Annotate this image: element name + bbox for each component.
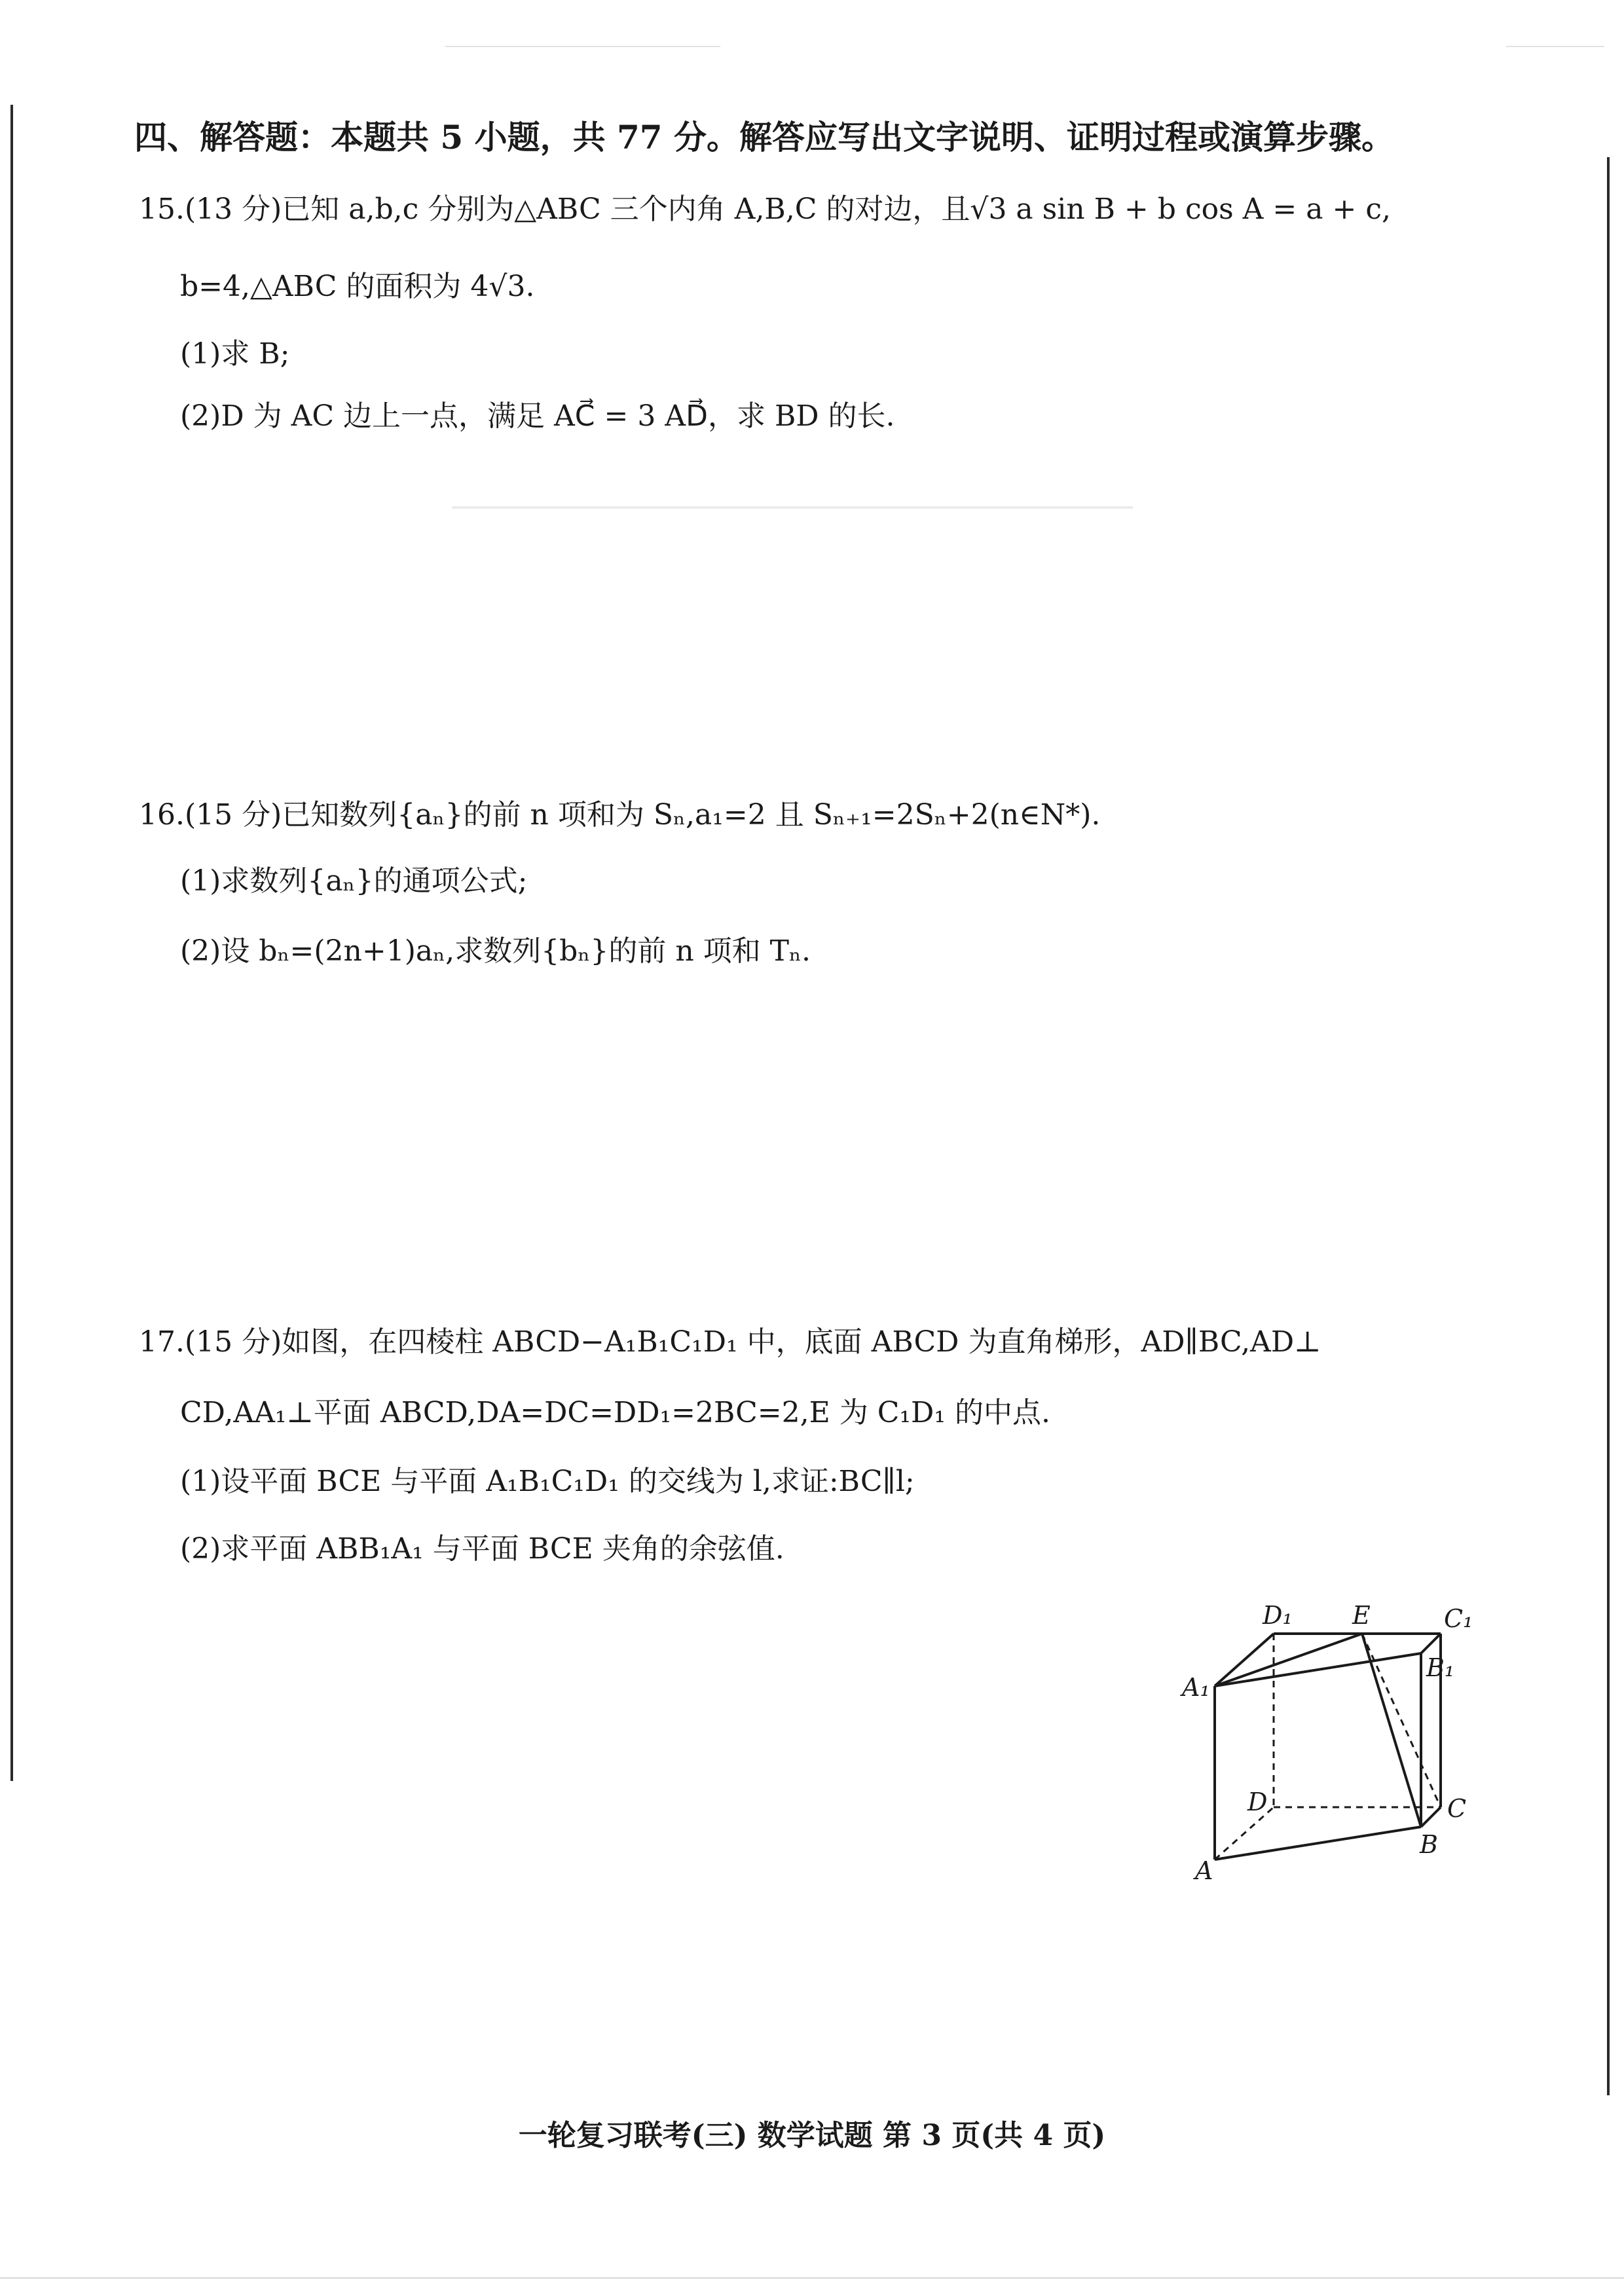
bottom-rule: [0, 2277, 1624, 2279]
label-E: E: [1352, 1601, 1371, 1630]
edge-A1-E: [1215, 1634, 1362, 1686]
q15-part2: (2)D 为 AC 边上一点，满足 AC⃗ = 3 AD⃗，求 BD 的长.: [180, 399, 895, 433]
q16-part1: (1)求数列{aₙ}的通项公式;: [180, 864, 528, 898]
page-footer: 一轮复习联考(三) 数学试题 第 3 页(共 4 页): [518, 2119, 1106, 2152]
label-D: D: [1247, 1788, 1268, 1816]
q17-part2: (2)求平面 ABB₁A₁ 与平面 BCE 夹角的余弦值.: [180, 1532, 784, 1566]
prism-figure: [1179, 1591, 1493, 1879]
q17-line1: 17.(15 分)如图，在四棱柱 ABCD−A₁B₁C₁D₁ 中，底面 ABCD 为直角梯形，AD∥BC,AD⊥: [139, 1325, 1321, 1359]
q16-part2: (2)设 bₙ=(2n+1)aₙ,求数列{bₙ}的前 n 项和 Tₙ.: [180, 934, 811, 968]
edge-B-C: [1421, 1807, 1441, 1827]
top-rule: [445, 46, 720, 47]
label-A1: A₁: [1182, 1673, 1210, 1702]
top-rule-right: [1506, 46, 1604, 47]
q16-line1: 16.(15 分)已知数列{aₙ}的前 n 项和为 Sₙ,a₁=2 且 Sₙ₊₁=2Sₙ+2(n∈N*).: [139, 798, 1101, 832]
label-C1: C₁: [1444, 1604, 1473, 1633]
label-A: A: [1195, 1856, 1213, 1879]
label-B: B: [1420, 1830, 1438, 1859]
right-border: [1607, 157, 1610, 2095]
q17-line2: CD,AA₁⊥平面 ABCD,DA=DC=DD₁=2BC=2,E 为 C₁D₁ 的中点.: [180, 1396, 1050, 1429]
section-title: 四、解答题：本题共 5 小题，共 77 分。解答应写出文字说明、证明过程或演算步骤。: [134, 118, 1394, 156]
q15-line1: 15.(13 分)已知 a,b,c 分别为△ABC 三个内角 A,B,C 的对边，且√3 a sin B + b cos A = a + c,: [139, 193, 1391, 226]
label-D1: D₁: [1263, 1601, 1293, 1630]
q15-part1: (1)求 B;: [180, 337, 290, 371]
q17-part1: (1)设平面 BCE 与平面 A₁B₁C₁D₁ 的交线为 l,求证:BC∥l;: [180, 1465, 915, 1498]
scan-smudge: [452, 506, 1133, 509]
edge-C1-B1: [1421, 1634, 1441, 1653]
label-B1: B₁: [1426, 1653, 1455, 1682]
edge-E-B: [1362, 1634, 1421, 1827]
q15-line2: b=4,△ABC 的面积为 4√3.: [180, 270, 535, 303]
label-C: C: [1447, 1794, 1467, 1823]
left-border: [10, 105, 13, 1781]
